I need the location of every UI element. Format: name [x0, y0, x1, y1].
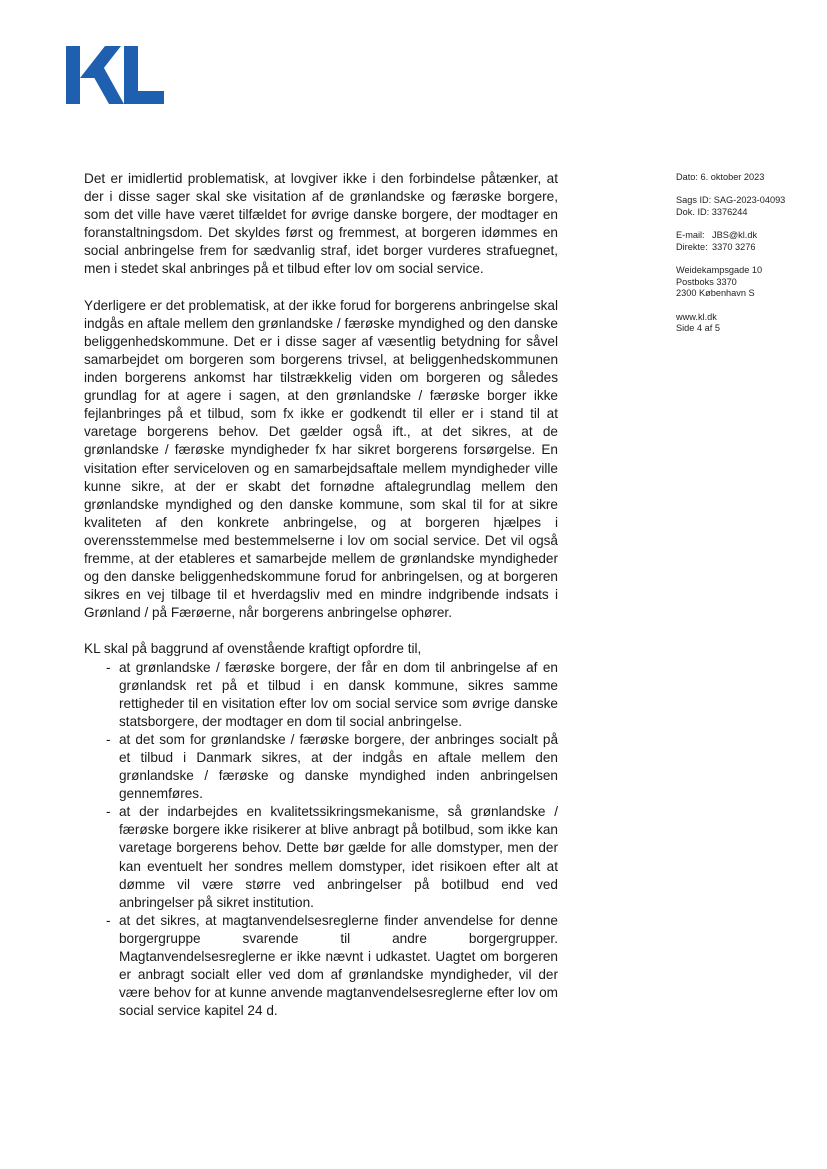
case-id: Sags ID: SAG-2023-04093 — [676, 195, 786, 206]
list-item-text: at der indarbejdes en kvalitetssikringsmekanisme, så grønlandske / færøske borgere ikke risikerer at blive anbragt på botilbud, som ikke kan varetage borgerens behov. Dette bør gælde for alle domstyper, men der kan eventuelt her sondres mellem domstyper, idet risikoen efter alt at dømme vil være større ved anbringelser på botilbud end ved anbringelser på sikret institution. — [119, 804, 558, 910]
list-dash: - — [106, 912, 111, 928]
document-metadata — [676, 172, 816, 347]
website-link[interactable]: www.kl.dk — [676, 311, 717, 322]
email-label: E-mail: — [676, 230, 705, 241]
address-street: Weidekampsgade 10 — [676, 265, 763, 276]
list-dash: - — [106, 731, 111, 747]
recommendations-lead: KL skal på baggrund af ovenstående kraftigt opfordre til, — [84, 641, 422, 657]
address-city: 2300 København S — [676, 288, 755, 299]
email-line — [676, 230, 816, 242]
direct-phone-line — [676, 242, 816, 254]
body-paragraph-2: Yderligere er det problematisk, at der ikke forud for borgerens anbringelse skal indgås en aftale mellem den grønlandske / færøske myndighed og den danske beliggenhedskommune. Det er i disse sager af væsentlig betydning for såvel samarbejdet om borgeren som borgerens trivsel, at beliggenhedskommunen inden borgerens ankomst har tilstrækkelig viden om borgeren og således grundlag for at agere i sagen, at den grønlandske / færøske borger ikke fejlanbringes på et tilbud, som fx ikke er godkendt til eller er i stand til at varetage borgerens behov. Det gælder også ift., at det sikres, at de grønlandske / færøske myndigheder fx har sikret borgerens forsørgelse. En visitation efter serviceloven og en samarbejdsaftale mellem myndigheder ville kunne sikre, at der er skabt det fornødne aftalegrundlag mellem den grønlandske myndighed og den danske kommune, som skal til for at sikre kvaliteten af den konkrete anbringelse, og at borgeren hjælpes i overensstemmelse med bestemmelserne i lov om social service. Det vil også fremme, at der etableres et samarbejde mellem de grønlandske myndigheder og den danske beliggenhedskommune forud for anbringelsen, og at borgeren sikres en vej tilbage til et hverdagsliv med en mindre indgribende indsats i Grønland / på Færøerne, når borgerens anbringelse ophører. — [84, 297, 558, 621]
body-paragraph-1: Det er imidlertid problematisk, at lovgiver ikke i den forbindelse påtænker, at der i disse sager skal ske visitation af de grønlandske og færøske borgere, som det ville have været tilfældet for øvrige danske borgere, der modtager en foranstaltningsdom. Det skyldes først og fremmest, at borgeren idømmes en social anbringelse frem for sædvanlig straf, idet borger vurderes strafuegnet, men i stedet skal anbringes på et tilbud efter lov om social service. — [84, 171, 558, 277]
kl-logo-letters — [66, 46, 164, 104]
list-item — [84, 803, 558, 912]
list-item-text: at det sikres, at magtanvendelsesreglerne finder anvendelse for denne borgergruppe svarende til andre borgergrupper. Magtanvendelsesreglerne er ikke nævnt i udkastet. Uagtet om borgeren er anbragt socialt eller ved dom af grønlandske myndigheder, vil der være behov for at kunne anvende magtanvendelsesreglerne efter lov om social service kapitel 24 d. — [119, 912, 558, 1019]
direct-phone-label: Direkte: — [676, 241, 708, 252]
list-item-text: at det som for grønlandske / færøske borgere, der anbringes socialt på et tilbud i Danmark sikres, at der indgås en aftale mellem den grønlandske / færøske og danske myndighed inden anbringelsen gennemføres. — [119, 731, 558, 802]
letter-body — [84, 170, 558, 1020]
email-link[interactable]: JBS@kl.dk — [712, 230, 758, 241]
page-number: Side 4 af 5 — [676, 323, 720, 334]
list-item — [84, 731, 558, 803]
document-id: Dok. ID: 3376244 — [676, 206, 748, 217]
document-date: Dato: 6. oktober 2023 — [676, 172, 765, 182]
recommendations-list — [84, 659, 558, 1021]
list-item-text: at grønlandske / færøske borgere, der får en dom til anbringelse af en grønlandsk ret på et tilbud i en dansk kommune, sikres samme rettigheder til en visitation efter lov om social service som øvrige danske statsborgere, der modtager en dom til social anbringelse. — [119, 659, 558, 729]
list-dash: - — [106, 804, 111, 820]
kl-logo — [66, 44, 166, 106]
address-box: Postboks 3370 — [676, 276, 737, 287]
list-dash: - — [106, 659, 111, 675]
direct-phone-value: 3370 3276 — [712, 241, 756, 252]
list-item — [84, 912, 558, 1021]
list-item — [84, 659, 558, 731]
